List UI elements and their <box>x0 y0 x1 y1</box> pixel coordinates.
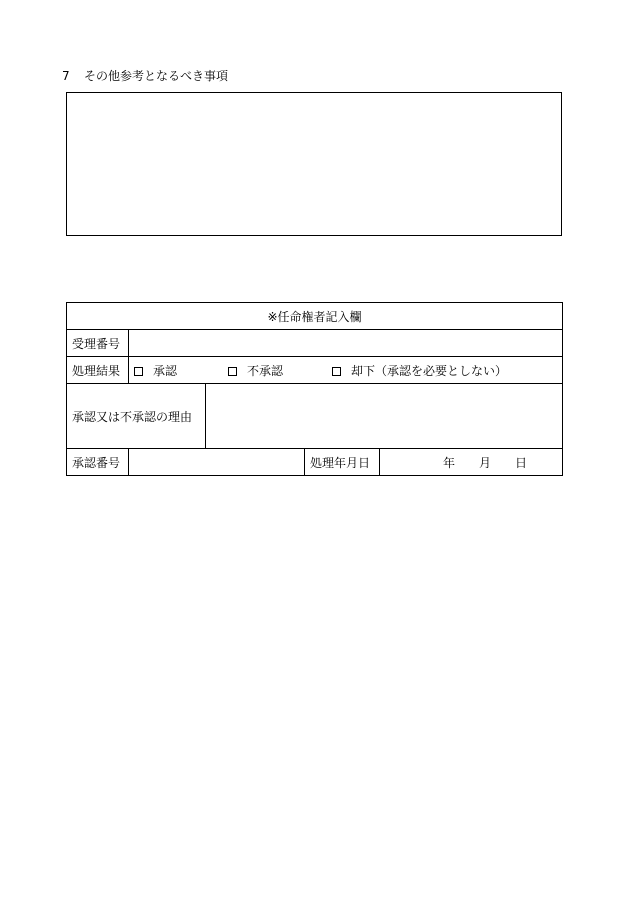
approval-number-label: 承認番号 <box>67 449 129 476</box>
option-dismiss-label: 却下（承認を必要としない） <box>351 363 508 378</box>
date-year-label: 年 <box>442 455 455 470</box>
receipt-number-field[interactable] <box>129 330 563 357</box>
option-reject-label: 不承認 <box>247 363 284 378</box>
other-notes-field[interactable] <box>66 92 562 236</box>
reason-label: 承認又は不承認の理由 <box>67 384 206 449</box>
date-day-label: 日 <box>514 455 527 470</box>
approval-number-field[interactable] <box>129 449 305 476</box>
process-result-options <box>129 357 563 384</box>
process-date-label: 処理年月日 <box>305 449 380 476</box>
section-number: 7 <box>62 69 70 83</box>
reason-field[interactable] <box>206 384 563 449</box>
appointing-authority-table <box>66 302 563 476</box>
process-date-field[interactable] <box>380 449 563 476</box>
section-7-heading <box>62 67 228 84</box>
section-title: その他参考となるべき事項 <box>84 69 229 83</box>
checkbox-approve[interactable] <box>134 367 143 376</box>
option-approve-label: 承認 <box>153 363 178 378</box>
approval-number-row <box>67 449 563 476</box>
table-header-row <box>67 303 563 330</box>
table-header: ※任命権者記入欄 <box>67 303 563 330</box>
process-result-label: 処理結果 <box>67 357 129 384</box>
receipt-number-row <box>67 330 563 357</box>
checkbox-reject[interactable] <box>228 367 237 376</box>
process-result-row <box>67 357 563 384</box>
option-dismiss[interactable] <box>332 362 507 379</box>
option-reject[interactable] <box>228 362 332 379</box>
date-month-label: 月 <box>478 455 491 470</box>
receipt-number-label: 受理番号 <box>67 330 129 357</box>
checkbox-dismiss[interactable] <box>332 367 341 376</box>
option-approve[interactable] <box>134 362 228 379</box>
reason-row <box>67 384 563 449</box>
